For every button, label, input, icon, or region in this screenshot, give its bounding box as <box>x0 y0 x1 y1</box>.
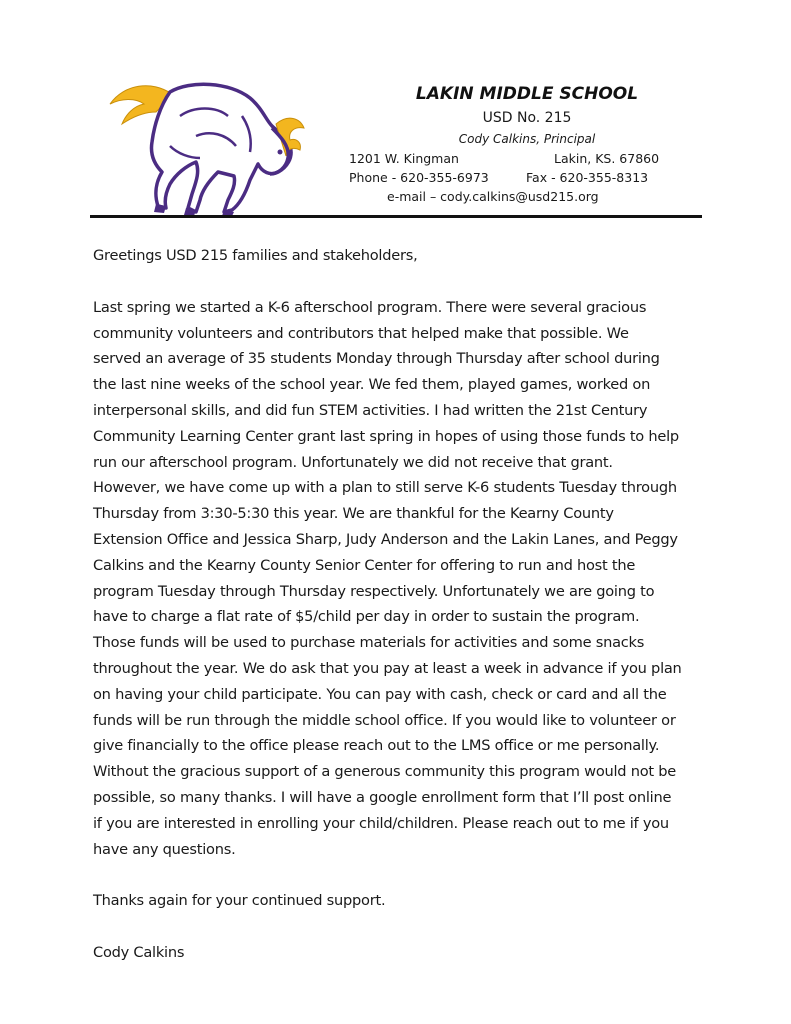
paragraph-line: the last nine weeks of the school year. We fed them, played games, worked on <box>93 376 651 394</box>
paragraph-line: Extension Office and Jessica Sharp, Judy Anderson and the Lakin Lanes, and Peggy <box>93 530 678 548</box>
city-state-zip: Lakin, KS. 67860 <box>554 151 660 166</box>
phone-number: Phone - 620-355-6973 <box>349 170 489 185</box>
paragraph-line: community volunteers and contributors that helped make that possible. We <box>93 324 629 342</box>
closing-line: Thanks again for your continued support. <box>93 892 386 910</box>
paragraph-line: have any questions. <box>93 840 236 858</box>
mustang-logo-icon <box>100 76 310 218</box>
paragraph-line: interpersonal skills, and did fun STEM activities. I had written the 21st Century <box>93 401 648 419</box>
signature: Cody Calkins <box>93 944 185 962</box>
paragraph-line: Those funds will be used to purchase materials for activities and some snacks <box>93 634 645 652</box>
paragraph-line: on having your child participate. You can pay with cash, check or card and all the <box>93 685 667 703</box>
main-paragraph <box>93 295 713 863</box>
paragraph-line: possible, so many thanks. I will have a google enrollment form that I’ll post online <box>93 788 672 806</box>
paragraph-line: Calkins and the Kearny County Senior Center for offering to run and host the <box>93 556 636 574</box>
fax-number: Fax - 620-355-8313 <box>526 170 649 185</box>
header-divider <box>90 215 702 218</box>
email-address: e-mail – cody.calkins@usd215.org <box>387 189 599 204</box>
paragraph-line: throughout the year. We do ask that you pay at least a week in advance if you plan <box>93 659 682 677</box>
greeting: Greetings USD 215 families and stakeholders, <box>93 247 418 264</box>
district-number: USD No. 215 <box>482 110 572 126</box>
principal-name: Cody Calkins, Principal <box>458 132 596 146</box>
paragraph-line: program Tuesday through Thursday respectively. Unfortunately we are going to <box>93 582 655 600</box>
paragraph-line: served an average of 35 students Monday through Thursday after school during <box>93 350 660 368</box>
letter-body <box>93 243 713 966</box>
paragraph-line: run our afterschool program. Unfortunately we did not receive that grant. <box>93 453 613 471</box>
paragraph-line: However, we have come up with a plan to still serve K-6 students Tuesday through <box>93 479 677 497</box>
paragraph-line: Community Learning Center grant last spring in hopes of using those funds to help <box>93 427 679 445</box>
paragraph-line: give financially to the office please reach out to the LMS office or me personally. <box>93 737 660 755</box>
paragraph-line: Without the gracious support of a generous community this program would not be <box>93 763 676 781</box>
paragraph-line: Last spring we started a K-6 afterschool program. There were several gracious <box>93 298 647 316</box>
street-address: 1201 W. Kingman <box>349 151 459 166</box>
paragraph-line: Thursday from 3:30-5:30 this year. We are thankful for the Kearny County <box>93 505 614 523</box>
paragraph-line: funds will be run through the middle school office. If you would like to volunteer or <box>93 711 676 729</box>
school-name: LAKIN MIDDLE SCHOOL <box>415 84 639 104</box>
paragraph-line: have to charge a flat rate of $5/child per day in order to sustain the program. <box>93 608 640 626</box>
paragraph-line: if you are interested in enrolling your child/children. Please reach out to me if you <box>93 814 669 832</box>
